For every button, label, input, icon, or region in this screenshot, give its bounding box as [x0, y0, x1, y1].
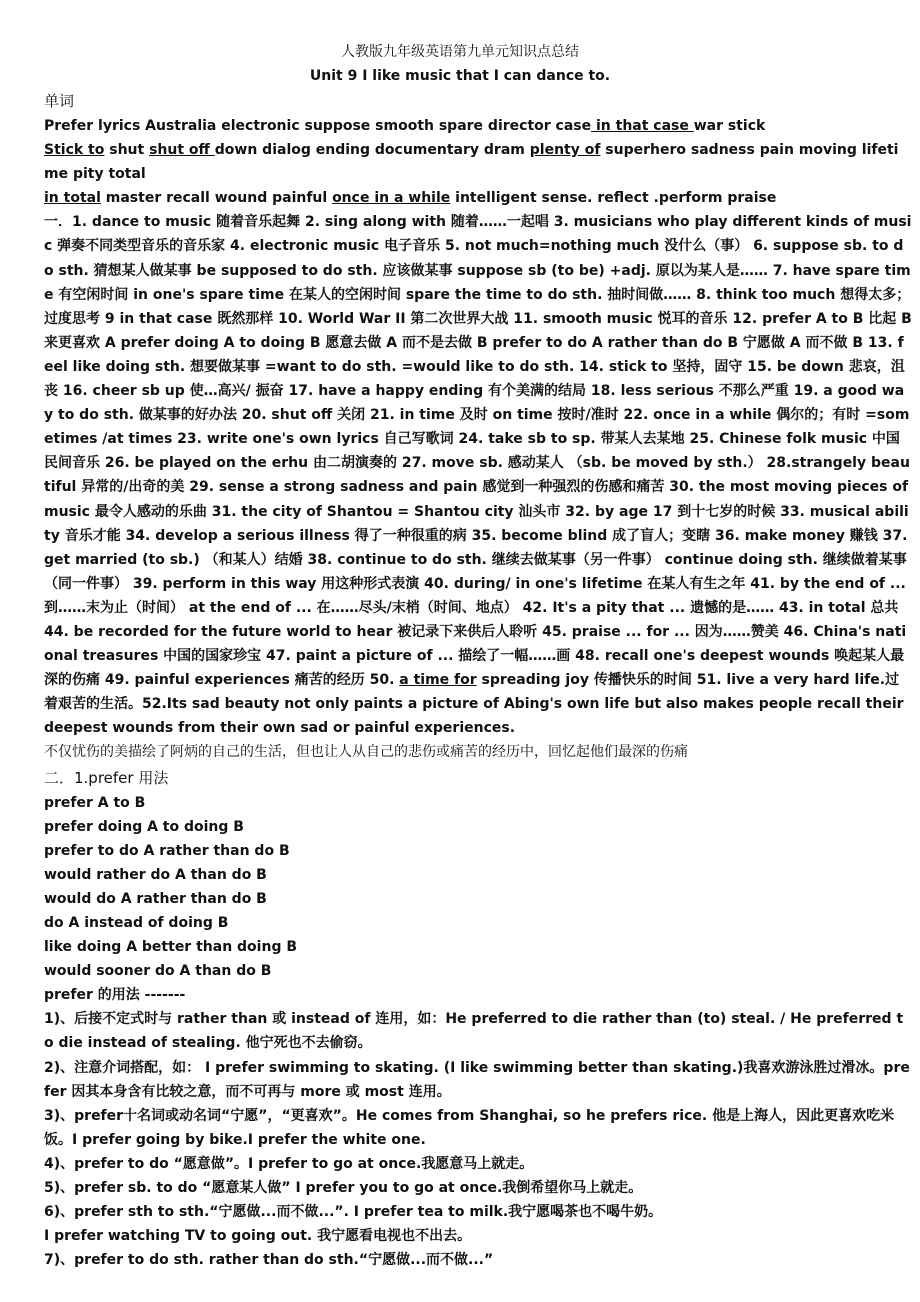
- phrases-text: spreading joy 传播快乐的时间 51. live a very hard life.过着艰苦的生活。52.Its sad beauty not only paints a picture of Abing's own life but also makes people recall their deepest wounds from their own sad or painful experiences.: [44, 672, 904, 737]
- prefer-usage-item: 2)、注意介词搭配，如： I prefer swimming to skating. (I like swimming better than skating.)我喜欢游泳胜过滑冰。prefer 因其本身含有比较之意，而不可再与 more 或 most 连用。: [44, 1059, 910, 1100]
- prefer-pattern-item: like doing A better than doing B: [44, 939, 298, 956]
- prefer-usage-item: 3)、prefer十名词或动名词“宁愿”，“更喜欢”。He comes from Shanghai, so he prefers rice. 他是上海人，因此更喜欢吃米饭。I prefer going by bike.I prefer the white one.: [44, 1107, 895, 1148]
- prefer-usage-list: [44, 1007, 912, 1272]
- prefer-heading: 二．1.prefer 用法: [44, 768, 169, 787]
- vocab-line-2: [44, 138, 912, 186]
- vocab-text: master recall wound painful: [100, 190, 333, 207]
- prefer-pattern-item: would do A rather than do B: [44, 890, 267, 907]
- prefer-usage-item: I prefer watching TV to going out. 我宁愿看电视也不出去。: [44, 1228, 472, 1245]
- vocab-line-3: [44, 186, 912, 210]
- vocab-line-1: [44, 114, 912, 138]
- prefer-pattern-item: would rather do A than do B: [44, 866, 267, 883]
- phrases-text: 一．1. dance to music 随着音乐起舞 2. sing along with 随着……一起唱 3. musicians who play different kinds of music 弹奏不同类型音乐的音乐家 4. electronic music 电子音乐 5. not much=nothing much 没什么（事） 6. suppose sb. to do sth. 猜想某人做某事 be supposed to do sth. 应该做某事 suppose sb (to be) +adj. 原以为某人是…… 7. have spare time 有空闲时间 in one's spare time 在某人的空闲时间 spare the time to do sth. 抽时间做…… 8. think too much 想得太多；过度思考 9 in that case 既然那样 10. World War II 第二次世界大战 11. smooth music 悦耳的音乐 12. prefer A to B 比起 B 来更喜欢 A prefer doing A to doing B 愿意去做 A 而不是去做 B prefer to do A rather than do B 宁愿做 A 而不做 B 13. feel like doing sth. 想要做某事 =want to do sth. =would like to do sth. 14. stick to 坚持，固守 15. be down 悲哀，沮丧 16. cheer sb up 使…高兴/ 振奋 17. have a happy ending 有个美满的结局 18. less serious 不那么严重 19. a good way to do sth. 做某事的好办法 20. shut off 关闭 21. in time 及时 on time 按时/准时 22. once in a while 偶尔的；有时 =sometimes /at times 23. write one's own lyrics 自己写歌词 24. take sb to sp. 带某人去某地 25. Chinese folk music 中国民间音乐 26. be played on the erhu 由二胡演奏的 27. move sb. 感动某人 （sb. be moved by sth.） 28.strangely beautiful 异常的/出奇的美 29. sense a strong sadness and pain 感觉到一种强烈的伤感和痛苦 30. the most moving pieces of music 最令人感动的乐曲 31. the city of Shantou = Shantou city 汕头市 32. by age 17 到十七岁的时候 33. musical ability 音乐才能 34. develop a serious illness 得了一种很重的病 35. become blind 成了盲人；变瞎 36. make money 赚钱 37. get married (to sb.) （和某人）结婚 38. continue to do sth. 继续去做某事（另一件事） continue doing sth. 继续做着某事（同一件事） 39. perform in this way 用这种形式表演 40. during/ in one's lifetime 在某人有生之年 41. by the end of ... 到……末为止（时间） at the end of ... 在……尽头/末梢（时间、地点） 42. It's a pity that ... 遗憾的是…… 43. in total 总共 44. be recorded for the future world to hear 被记录下来供后人聆听 45. praise ... for ... 因为……赞美 46. China's national treasures 中国的国家珍宝 47. paint a picture of ... 描绘了一幅……画 48. recall one's deepest wounds 唤起某人最深的伤痛 49. painful experiences 痛苦的经历 50.: [44, 214, 912, 689]
- prefer-usage-item: 5)、prefer sb. to do “愿意某人做” I prefer you to go at once.我倒希望你马上就走。: [44, 1180, 643, 1197]
- prefer-pattern-item: would sooner do A than do B: [44, 963, 272, 980]
- prefer-pattern-item: prefer 的用法 -------: [44, 987, 186, 1004]
- phrases-translation: 不仅忧伤的美描绘了阿炳的自己的生活，但也让人从自己的悲伤或痛苦的经历中，回忆起他们最深的伤痛: [44, 744, 688, 761]
- vocab-text: war stick: [693, 118, 766, 134]
- vocab-underlined: shut off: [149, 142, 215, 159]
- vocab-underlined: plenty of: [529, 142, 601, 159]
- phrases-paragraph: [44, 210, 912, 740]
- vocab-underlined: Stick to: [44, 142, 105, 159]
- vocab-underlined: in that case: [591, 118, 694, 134]
- prefer-pattern-item: prefer to do A rather than do B: [44, 842, 290, 859]
- prefer-pattern-item: prefer doing A to doing B: [44, 818, 244, 835]
- phrases-underlined: a time for: [399, 672, 477, 689]
- vocab-text: Prefer lyrics Australia electronic suppose smooth spare director case: [44, 118, 592, 134]
- prefer-usage-item: 1)、后接不定式时与 rather than 或 instead of 连用，如：He preferred to die rather than (to) steal. / He preferred to die instead of stealing. 他宁死也不去偷窃。: [44, 1011, 904, 1052]
- prefer-pattern-list: [44, 791, 912, 1008]
- vocab-text: down dialog ending documentary dram: [214, 142, 530, 159]
- vocab-underlined: once in a while: [332, 190, 451, 207]
- prefer-usage-item: 4)、prefer to do “愿意做”。I prefer to go at once.我愿意马上就走。: [44, 1155, 534, 1172]
- prefer-pattern-item: prefer A to B: [44, 794, 146, 811]
- prefer-usage-item: 7)、prefer to do sth. rather than do sth.“宁愿做...而不做...”: [44, 1252, 494, 1269]
- vocab-text: intelligent sense. reflect .perform praise: [450, 190, 777, 207]
- vocab-text: superhero sadness pain moving lifetime pity total: [44, 142, 899, 183]
- prefer-usage-item: 6)、prefer sth to sth.“宁愿做...而不做...”. I prefer tea to milk.我宁愿喝茶也不喝牛奶。: [44, 1204, 663, 1221]
- vocab-text: shut: [104, 142, 150, 159]
- document-subtitle: Unit 9 I like music that I can dance to.: [309, 68, 611, 84]
- vocab-underlined: in total: [44, 190, 101, 207]
- vocab-heading: 单词: [44, 92, 75, 110]
- document-title: 人教版九年级英语第九单元知识点总结: [341, 44, 579, 60]
- prefer-pattern-item: do A instead of doing B: [44, 915, 229, 931]
